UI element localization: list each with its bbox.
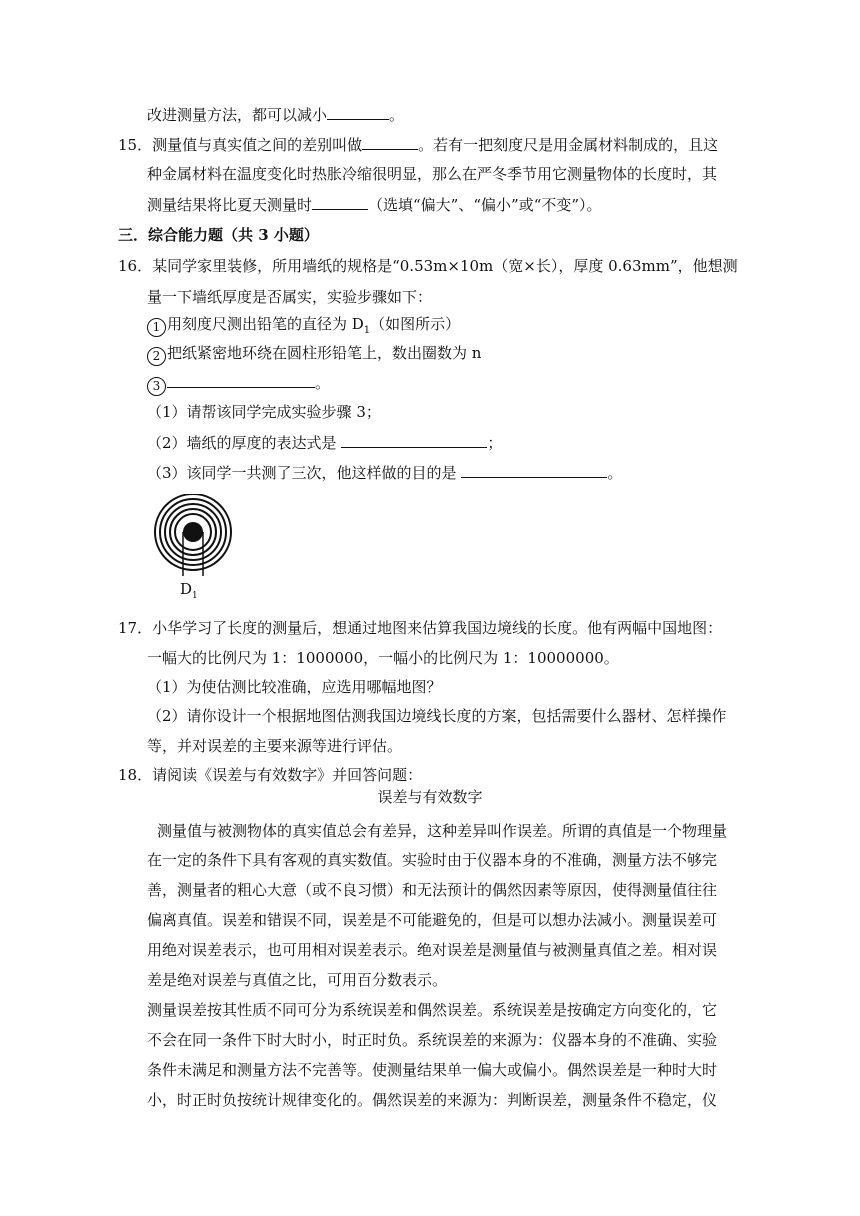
answer-blank — [362, 134, 418, 150]
text-segment: 某同学家里装修，所用墙纸的规格是“0.53m×10m（宽×长），厚度 0.63mm”，他想测 — [152, 257, 738, 275]
step-1 — [147, 314, 460, 341]
text-segment: 。 — [389, 106, 405, 124]
sub-question-3 — [147, 462, 622, 483]
question-number: 15． — [118, 136, 153, 154]
article-paragraph-line: 偏离真值。误差和错误不同，误差是不可能避免的，但是可以想办法减小。测量误差可 — [147, 911, 718, 929]
text-segment: （2）墙纸的厚度的表达式是 — [147, 434, 342, 452]
question-16 — [118, 256, 738, 276]
text-segment: （2）请你设计一个根据地图估测我国边境线长度的方案，包括需要什么器材、怎样操作 — [147, 707, 727, 725]
text-segment: 等，并对误差的主要来源等进行评估。 — [147, 737, 403, 755]
article-paragraph-line: 不会在同一条件下时大时小，时正时负。系统误差的来源为：仪器本身的不准确、实验 — [147, 1031, 718, 1049]
text-segment: （选填“偏大”、“偏小”或“不变”）。 — [368, 196, 602, 214]
circled-number: 2 — [147, 347, 166, 366]
text-segment: 。 — [315, 374, 331, 392]
sub-question-1 — [147, 402, 381, 422]
article-paragraph-line: 在一定的条件下具有客观的真实数值。实验时由于仪器本身的不准确，测量方法不够完 — [147, 851, 718, 869]
text-segment: 。若有一把刻度尺是用金属材料制成的，且这 — [418, 136, 719, 154]
text-line — [147, 194, 602, 215]
answer-blank — [312, 194, 368, 210]
text-segment: 请阅读《误差与有效数字》并回答问题： — [152, 766, 423, 784]
text-line — [147, 648, 619, 668]
text-segment: ； — [487, 434, 503, 452]
answer-blank — [327, 104, 389, 120]
sub-question-1 — [147, 677, 442, 697]
text-segment: 测量结果将比夏天测量时 — [147, 196, 313, 214]
article-paragraph-line: 善，测量者的粗心大意（或不良习惯）和无法预计的偶然因素等原因，使得测量值往往 — [147, 881, 718, 899]
text-segment: 用刻度尺测出铅笔的直径为 D — [167, 315, 364, 333]
text-line — [147, 287, 432, 307]
article-paragraph-line: 测量值与被测物体的真实值总会有差异，这种差异叫作误差。所谓的真值是一个物理量 — [157, 822, 728, 840]
question-18 — [118, 765, 422, 785]
circled-number: 1 — [147, 318, 166, 337]
figure-label — [180, 580, 198, 601]
question-number: 16． — [118, 257, 153, 275]
text-segment: （如图所示） — [370, 315, 461, 333]
article-title: 误差与有效数字 — [377, 788, 483, 806]
answer-blank — [461, 462, 607, 478]
step-2 — [147, 343, 481, 366]
text-line — [147, 164, 717, 184]
sub-question-2 — [147, 432, 502, 453]
answer-blank — [341, 432, 487, 448]
article-paragraph-line: 用绝对误差表示，也可用相对误差表示。绝对误差是测量值与被测量真值之差。相对误 — [147, 941, 718, 959]
question-15 — [118, 134, 718, 155]
text-segment: 。 — [607, 464, 623, 482]
figure-label-text: D — [180, 580, 193, 598]
subscript: 1 — [363, 325, 371, 336]
section-heading: 三．综合能力题（共 3 小题） — [118, 226, 319, 244]
article-paragraph-line: 差是绝对误差与真值之比，可用百分数表示。 — [147, 971, 448, 989]
wound-paper-figure — [150, 494, 246, 606]
step-3 — [147, 372, 330, 396]
text-segment: 小华学习了长度的测量后，想通过地图来估算我国边境线的长度。他有两幅中国地图： — [152, 619, 723, 637]
article-paragraph-line: 小，时正时负按统计规律变化的。偶然误差的来源为：判断误差，测量条件不稳定，仪 — [147, 1091, 718, 1109]
text-segment: 量一下墙纸厚度是否属实，实验步骤如下： — [147, 288, 433, 306]
question-number: 17． — [118, 619, 153, 637]
text-line — [147, 104, 404, 125]
article-paragraph-line: 条件未满足和测量方法不完善等。使测量结果单一偏大或偏小。偶然误差是一种时大时 — [147, 1061, 718, 1079]
text-segment: （1）为使估测比较准确，应选用哪幅地图？ — [147, 678, 442, 696]
text-segment: 一幅大的比例尺为 1：1000000，一幅小的比例尺为 1：10000000。 — [147, 649, 619, 667]
sub-question-2 — [147, 706, 727, 726]
text-segment: 测量值与真实值之间的差别叫做 — [152, 136, 363, 154]
article-paragraph-line: 测量误差按其性质不同可分为系统误差和偶然误差。系统误差是按确定方向变化的，它 — [147, 1001, 718, 1019]
text-segment: 种金属材料在温度变化时热胀冷缩很明显，那么在严冬季节用它测量物体的长度时，其 — [147, 165, 718, 183]
text-segment: 改进测量方法，都可以减小 — [147, 106, 328, 124]
question-number: 18． — [118, 766, 153, 784]
circled-number: 3 — [147, 377, 166, 396]
text-line — [147, 736, 402, 756]
answer-blank — [167, 372, 315, 388]
question-17 — [118, 618, 722, 638]
text-segment: 把纸紧密地环绕在圆柱形铅笔上，数出圈数为 n — [167, 344, 482, 362]
figure-label-subscript: 1 — [192, 591, 198, 601]
pencil-core — [183, 522, 203, 542]
text-segment: （3）该同学一共测了三次，他这样做的目的是 — [147, 464, 462, 482]
text-segment: （1）请帮该同学完成实验步骤 3； — [147, 403, 381, 421]
concentric-rings-diagram — [150, 494, 246, 602]
